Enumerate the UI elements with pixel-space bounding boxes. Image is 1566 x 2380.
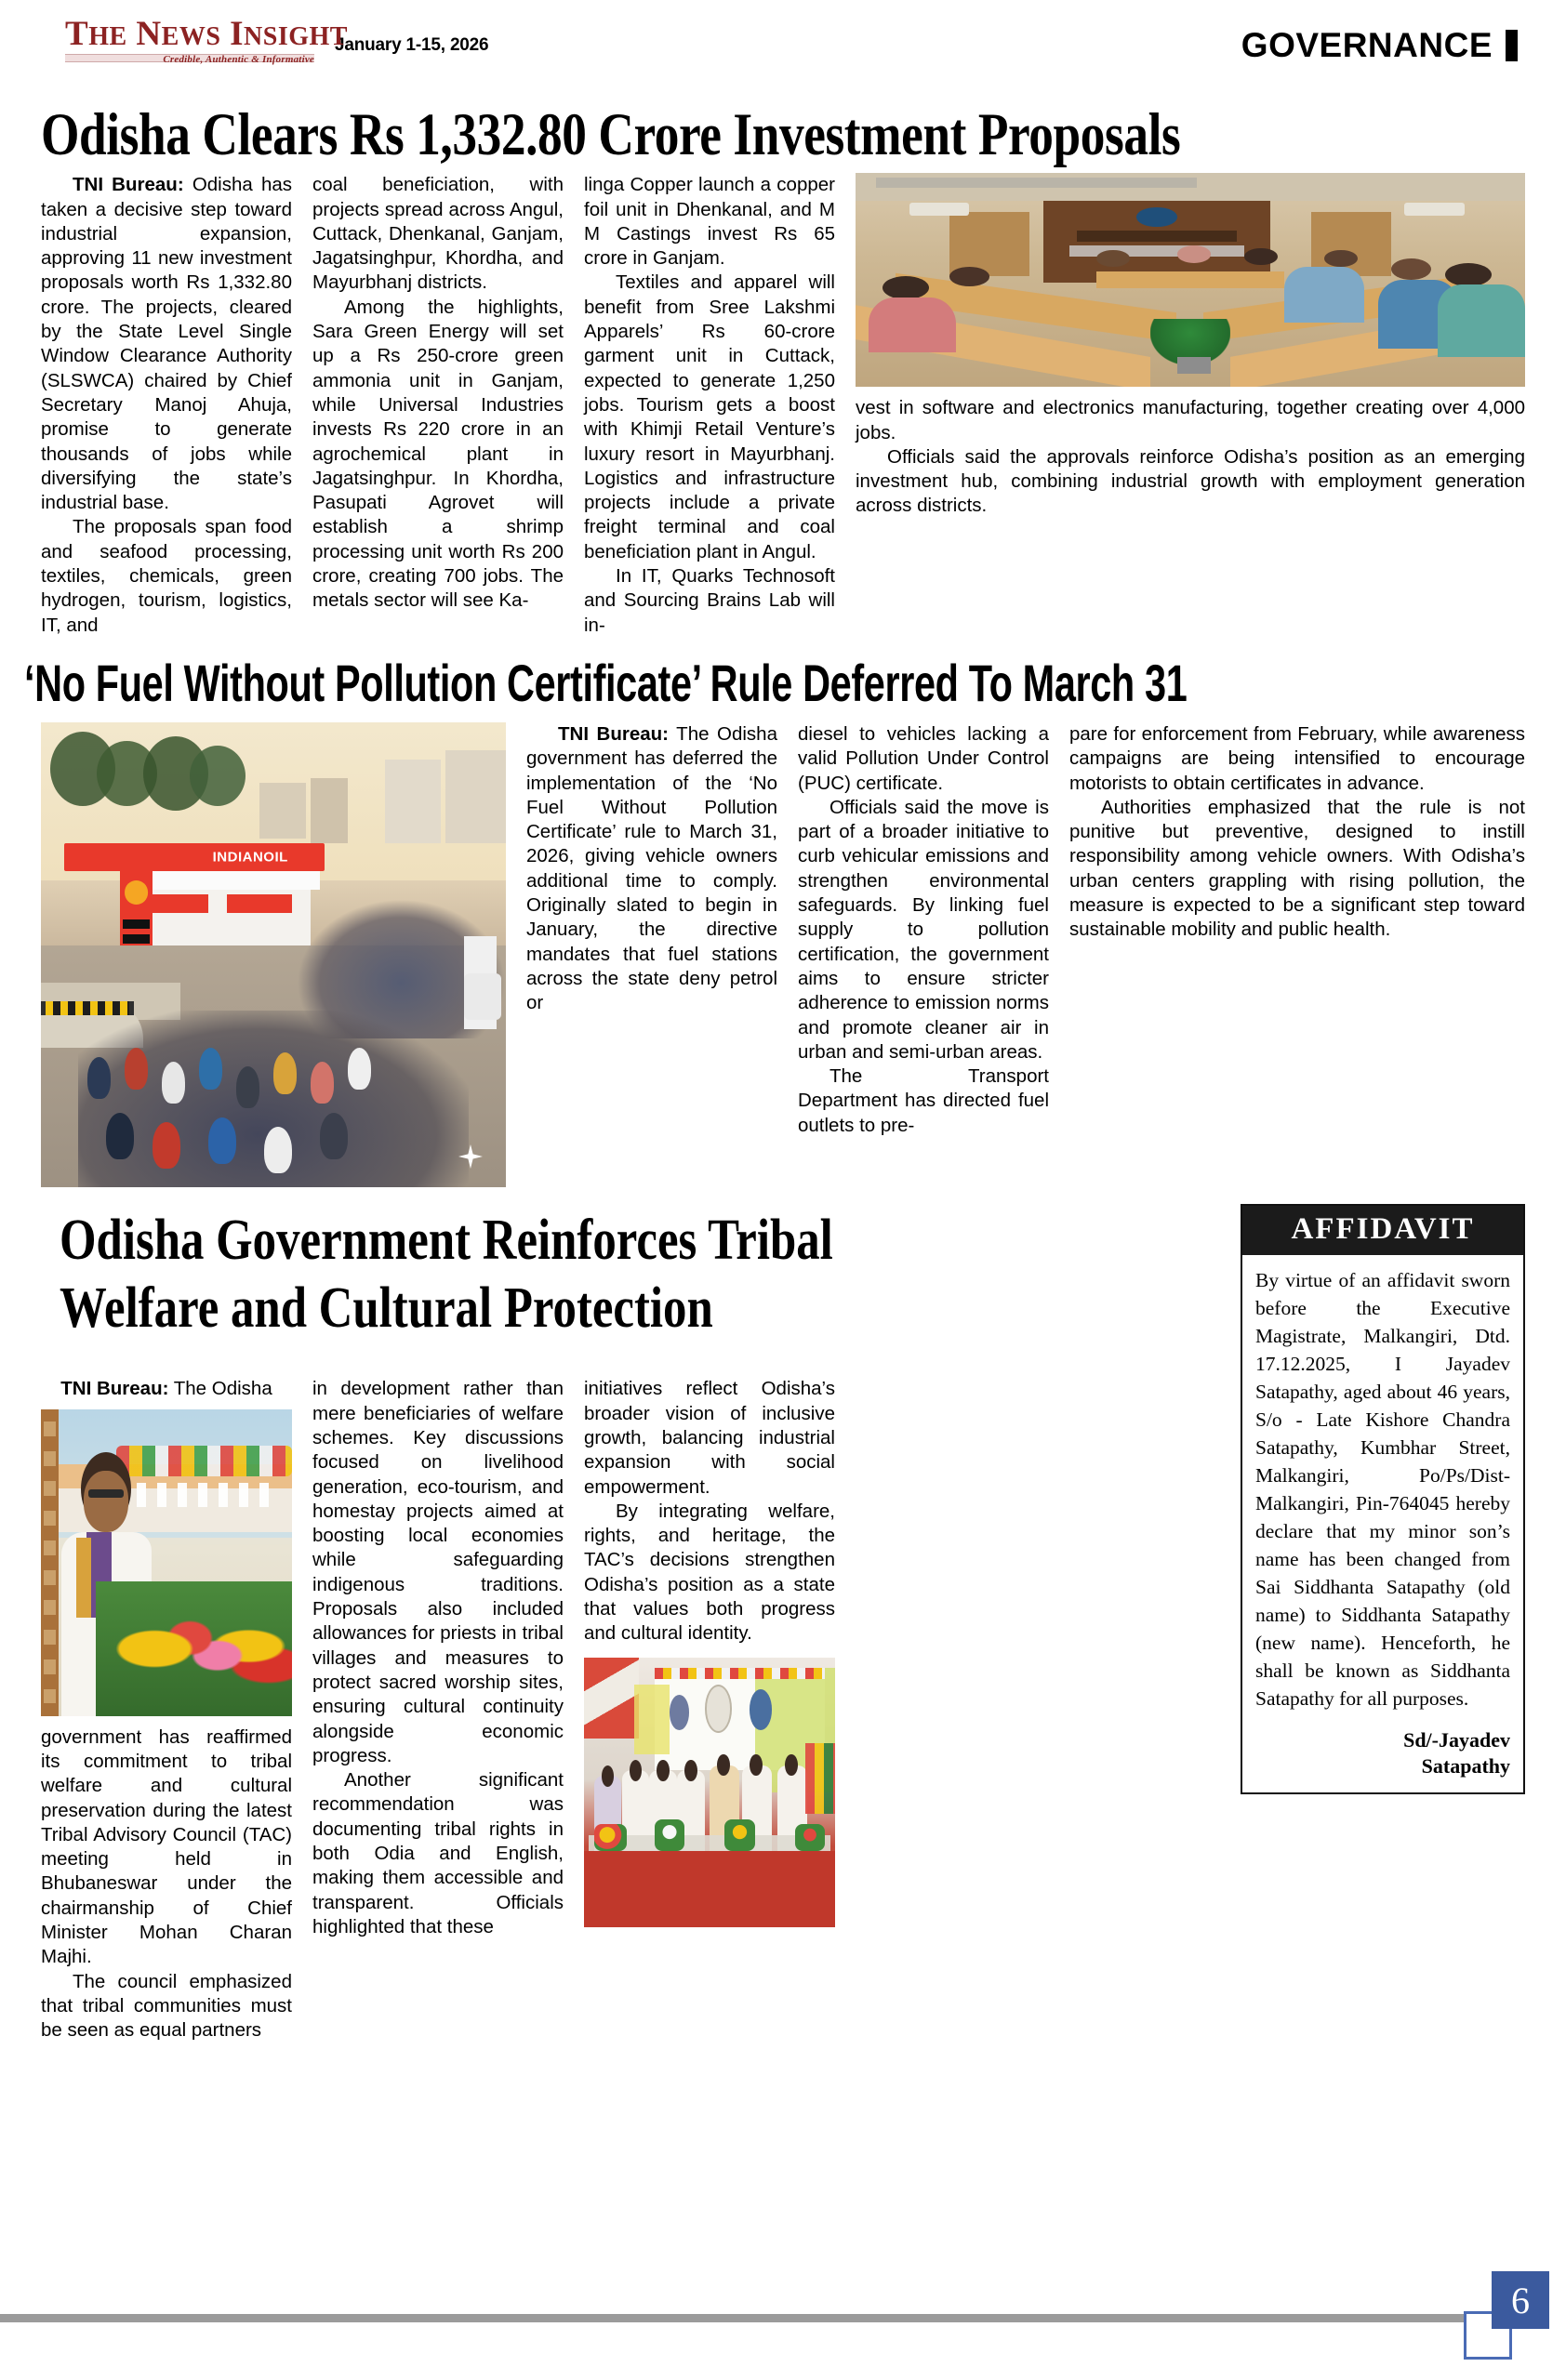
article2-photo-column [41, 722, 506, 1187]
indianoil-wordmark: INDIANOIL [212, 849, 288, 866]
affidavit-body: By virtue of an affidavit sworn before the Executive Magistrate, Malkangiri, Dtd. 17.12.2025, I Jayadev Satapathy, aged about 46 years, S/o - Late Kishore Chandra Satapathy, Kumbhar Street, Malkangiri, Po/Ps/Dist-Malkangiri, Pin-764045 hereby declare that my minor son’s name has been changed from Sai Siddhanta Satapathy (old name) to Siddhanta Satapathy (new name). Henceforth, he shall be known as Siddhanta Satapathy for all purposes. [1255, 1268, 1510, 1710]
article1-column-3 [584, 173, 835, 638]
article1-c2-p2: Among the highlights, Sara Green Energy will set up a Rs 250-crore green ammonia unit in Ganjam, while Universal Industries invests Rs 220 crore in an agrochemical plant in Jagatsinghpur. In Khordha, Pasupati Agrovet will establish a shrimp processing unit worth Rs 200 crore, creating 700 jobs. The metals sector will see Ka- [312, 296, 564, 612]
affidavit-signature [1242, 1722, 1523, 1792]
section-label [1241, 26, 1518, 65]
article3-c1-p1: government has reaffirmed its commitment to tribal welfare and cultural preservation during the latest Tribal Advisory Council (TAC) meeting held in Bhubaneswar under the chairmanship of Chief Minister Mohan Charan Majhi. [41, 1726, 292, 1968]
article3-c1-p2: The council emphasized that tribal communities must be seen as equal partners [41, 1970, 292, 2042]
article1 [20, 173, 1546, 638]
section-bar-icon [1506, 30, 1518, 61]
article3-column-2 [312, 1377, 564, 2043]
article2-c2-p3: The Transport Department has directed fuel outlets to pre- [798, 1065, 1049, 1136]
article1-c4-p2: Officials said the approvals reinforce Odisha’s position as an emerging investment hub, combining industrial growth with employment generation across districts. [856, 445, 1525, 517]
page-number-badge: 6 [1492, 2271, 1549, 2329]
article3-photo-chief-minister [41, 1409, 292, 1716]
article3-headline-line1: Odisha Government Reinforces Tribal [60, 1208, 833, 1272]
article1-column-4-text [856, 396, 1525, 518]
article3-column-3 [584, 1377, 835, 2043]
article2-c3-p1: pare for enforcement from February, while awareness campaigns are being intensified to encourage motorists to obtain certificates in advance. [1069, 722, 1525, 794]
article2-headline: ‘No Fuel Without Pollution Certificate’ Rule Deferred To March 31 [24, 653, 1188, 712]
indianoil-logo-icon [125, 880, 149, 905]
article3-lead-rest: The Odisha [168, 1378, 272, 1400]
article1-c2-p1: coal beneficiation, with projects spread across Angul, Cuttack, Dhenkanal, Ganjam, Jagatsinghpur, Khordha, and Mayurbhanj districts. [312, 174, 564, 294]
logo-wordmark: THE NEWS INSIGHT [65, 15, 348, 53]
article2-photo-petrol-pump [41, 722, 506, 1187]
article3-photo-tribal-event [584, 1658, 835, 1927]
article3-c1-body [41, 1726, 292, 2043]
article2-c3-p2: Authorities emphasized that the rule is not punitive but preventive, designed to instill responsibility among vehicle owners. With Odisha’s urban centers grappling with rising pollution, the measure is expected to be a significant step toward sustainable mobility and public health. [1069, 796, 1525, 941]
article1-c3-p3: In IT, Quarks Technosoft and Sourcing Brains Lab will in- [584, 565, 835, 636]
article1-byline: TNI Bureau: [73, 174, 184, 196]
article3-c2-p1: in development rather than mere beneficiaries of welfare schemes. Key discussions focused on livelihood generation, eco-tourism, and homestay projects aimed at boosting local economies while safeguarding indigenous traditions. Proposals also included allowances for priests in tribal villages and measures to protect sacred worship sites, ensuring cultural continuity alongside economic progress. [312, 1378, 564, 1766]
affidavit-sign-line2: Satapathy [1421, 1753, 1510, 1778]
article3 [41, 1204, 1220, 2043]
article1-p1-text: Odisha has taken a decisive step toward industrial expansion, approving 11 new investment proposals worth Rs 1,332.80 crore. The projects, cleared by the State Level Single Window Clearance Authority (SLSWCA) chaired by Chief Secretary Manoj Ahuja, promise to generate thousands of jobs while diversifying the state’s industrial base. [41, 174, 292, 514]
article3-column-1 [41, 1377, 292, 2043]
article3-headline [60, 1208, 1011, 1341]
publication-logo[interactable] [65, 15, 348, 65]
article1-c3-p2: Textiles and apparel will benefit from Sree Lakshmi Apparels’ Rs 60-crore garment unit in Cuttack, expected to generate 1,250 jobs. Tourism gets a boost with Khimji Retail Venture’s luxury resort in Mayurbhanj. Logistics and infrastructure projects include a private freight terminal and coal beneficiation plant in Angul. [584, 271, 835, 562]
article2-column-2 [798, 722, 1049, 1187]
article1-column-2 [312, 173, 564, 638]
article3-and-affidavit [20, 1204, 1546, 2043]
article3-c3-p2: By integrating welfare, rights, and heritage, the TAC’s decisions strengthen Odisha’s position as a state that values both progress and cultural identity. [584, 1500, 835, 1645]
masthead [20, 0, 1546, 84]
indianoil-canopy [64, 843, 325, 871]
article3-headline-line2: Welfare and Cultural Protection [60, 1276, 713, 1341]
page-footer [0, 2279, 1566, 2380]
article2-byline: TNI Bureau: [558, 722, 670, 745]
affidavit-sign-line1: Sd/-Jayadev [1403, 1727, 1510, 1752]
article2-p1 [526, 722, 777, 1016]
article1-c4-p1: vest in software and electronics manufacturing, together creating over 4,000 jobs. [856, 397, 1525, 443]
article3-c3-p1: initiatives reflect Odisha’s broader vision of inclusive growth, balancing industrial expansion with social empowerment. [584, 1378, 835, 1498]
article3-c3-body [584, 1377, 835, 1646]
article1-headline: Odisha Clears Rs 1,332.80 Crore Investment Proposals [41, 101, 1181, 168]
article1-column-4 [856, 173, 1525, 638]
section-label-text: GOVERNANCE [1241, 26, 1493, 64]
article3-c2-p2: Another significant recommendation was documenting tribal rights in both Odia and English, making them accessible and transparent. Officials highlighted that these [312, 1769, 564, 1937]
article3-c1-lead [41, 1377, 292, 1401]
article2-column-1 [526, 722, 777, 1187]
article1-p2: The proposals span food and seafood processing, textiles, chemicals, green hydrogen, tourism, logistics, IT, and [41, 516, 292, 636]
article3-columns [41, 1377, 1220, 2043]
footer-rule [0, 2314, 1534, 2322]
article3-byline: TNI Bureau: [60, 1378, 169, 1400]
article1-c3-p1: linga Copper launch a copper foil unit in Dhenkanal, and M M Castings invest Rs 65 crore in Ganjam. [584, 174, 835, 270]
article1-column-1 [41, 173, 292, 638]
article2-p1-text: The Odisha government has deferred the implementation of the ‘No Fuel Without Pollution Certificate’ rule to March 31, 2026, giving vehicle owners additional time to comply. Originally slated to begin in January, the directive mandates that fuel stations across the state deny petrol or [526, 722, 777, 1014]
article2-column-3 [1069, 722, 1525, 1187]
article3-lead-line [41, 1377, 292, 1401]
affidavit-box [1241, 1204, 1525, 1794]
article2-c2-p2: Officials said the move is part of a broader initiative to curb vehicular emissions and strengthen environmental safeguards. By linking fuel supply to pollution certification, the government aims to ensure stricter adherence to emission norms and promote cleaner air in urban and semi-urban areas. [798, 796, 1049, 1063]
issue-date: January 1-15, 2026 [335, 35, 489, 55]
article2 [20, 722, 1546, 1187]
logo-tagline: Credible, Authentic & Informative [163, 54, 314, 65]
article2-c2-p1: diesel to vehicles lacking a valid Pollution Under Control (PUC) certificate. [798, 722, 1049, 794]
article1-photo-conference-room [856, 173, 1525, 387]
article1-p1 [41, 173, 292, 515]
affidavit-title: AFFIDAVIT [1242, 1206, 1523, 1255]
